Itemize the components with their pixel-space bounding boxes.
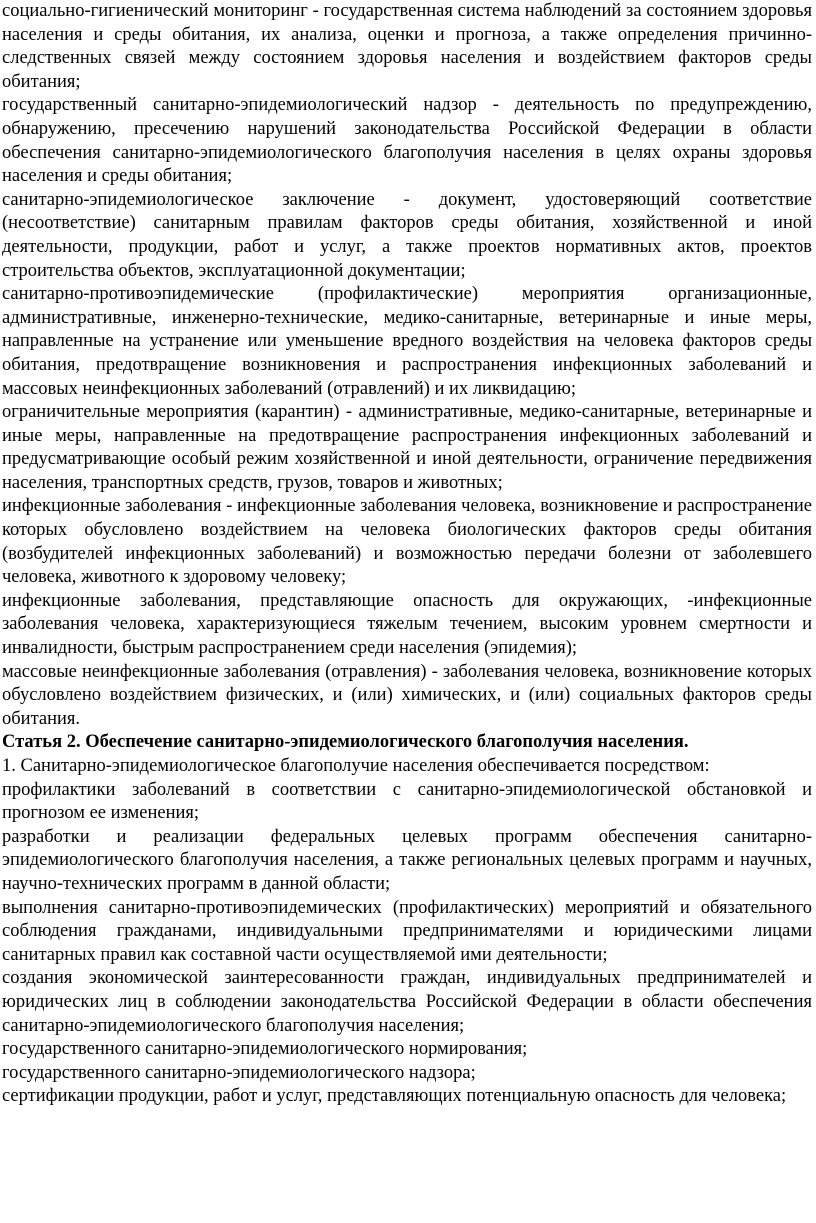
definition-infectious-diseases: инфекционные заболевания - инфекционные заболевания человека, возникновение и распространение которых обусловлено воздействием на человека биологических факторов среды обитания (возбудителей инфекционных заболеваний) и возможностью передачи болезни от заболевшего человека, животного к здоровому человеку;: [2, 496, 812, 588]
list-item-disease-prevention: профилактики заболеваний в соответствии с санитарно-эпидемиологической обстановкой и прогнозом ее изменения;: [2, 779, 812, 824]
article-2-heading: Статья 2. Обеспечение санитарно-эпидемиологического благополучия населения.: [2, 732, 689, 753]
list-item-economic-interest: создания экономической заинтересованности граждан, индивидуальных предпринимателей и юридических лиц в соблюдении законодательства Российской Федерации в области обеспечения санитарно-эпидемиологического благополучия населения;: [2, 968, 812, 1036]
article-2-clause-1: 1. Санитарно-эпидемиологическое благополучие населения обеспечивается посредством:: [2, 756, 710, 776]
definition-state-sanitary-supervision: государственный санитарно-эпидемиологический надзор - деятельность по предупреждению, обнаружению, пресечению нарушений законодательства Российской Федерации в области обеспечения санитарно-эпидемиологического благополучия населения в целях охраны здоровья населения и среды обитания;: [2, 95, 812, 187]
list-item-target-programs: разработки и реализации федеральных целевых программ обеспечения санитарно-эпидемиологического благополучия населения, а также региональных целевых программ и научных, научно-технических программ в данной области;: [2, 826, 812, 894]
list-item-measures-compliance: выполнения санитарно-противоэпидемических (профилактических) мероприятий и обязательного соблюдения гражданами, индивидуальными предпринимателями и юридическими лицами санитарных правил как составной части осуществляемой ими деятельности;: [2, 897, 812, 965]
definition-anti-epidemic-measures: санитарно-противоэпидемические (профилактические) мероприятия организационные, административные, инженерно-технические, медико-санитарные, ветеринарные и иные меры, направленные на устранение или уменьшение вредного воздействия на человека факторов среды обитания, предотвращение возникновения и распространения инфекционных заболеваний и массовых неинфекционных заболеваний (отравлений) и их ликвидацию;: [2, 284, 812, 399]
definition-dangerous-infectious-diseases: инфекционные заболевания, представляющие опасность для окружающих, -инфекционные заболевания человека, характеризующиеся тяжелым течением, высоким уровнем смертности и инвалидности, быстрым распространением среди населения (эпидемия);: [2, 590, 812, 659]
list-item-certification: сертификации продукции, работ и услуг, представляющих потенциальную опасность для человека;: [2, 1086, 787, 1107]
list-item-sanitary-rationing: государственного санитарно-эпидемиологического нормирования;: [2, 1039, 528, 1060]
definition-restrictive-measures: ограничительные мероприятия (карантин) - административные, медико-санитарные, ветеринарные и иные меры, направленные на предотвращение распространения инфекционных заболеваний и предусматривающие особый режим хозяйственной и иной деятельности, ограничение передвижения населения, транспортных средств, грузов, товаров и животных;: [2, 402, 812, 493]
definition-sanitary-conclusion: санитарно-эпидемиологическое заключение - документ, удостоверяющий соответствие (несоответствие) санитарным правилам факторов среды обитания, хозяйственной и иной деятельности, продукции, работ и услуг, а также проектов нормативных актов, проектов строительства объектов, эксплуатационной документации;: [2, 189, 812, 281]
definition-social-hygienic-monitoring: социально-гигиенический мониторинг - государственная система наблюдений за состоянием здоровья населения и среды обитания, их анализа, оценки и прогноза, а также определения причинно-следственных связей между состоянием здоровья населения и воздействием факторов среды обитания;: [2, 1, 812, 92]
definition-mass-noninfectious-diseases: массовые неинфекционные заболевания (отравления) - заболевания человека, возникновение которых обусловлено воздействием физических, и (или) химических, и (или) социальных факторов среды обитания.: [2, 661, 812, 729]
list-item-sanitary-supervision: государственного санитарно-эпидемиологического надзора;: [2, 1062, 476, 1083]
